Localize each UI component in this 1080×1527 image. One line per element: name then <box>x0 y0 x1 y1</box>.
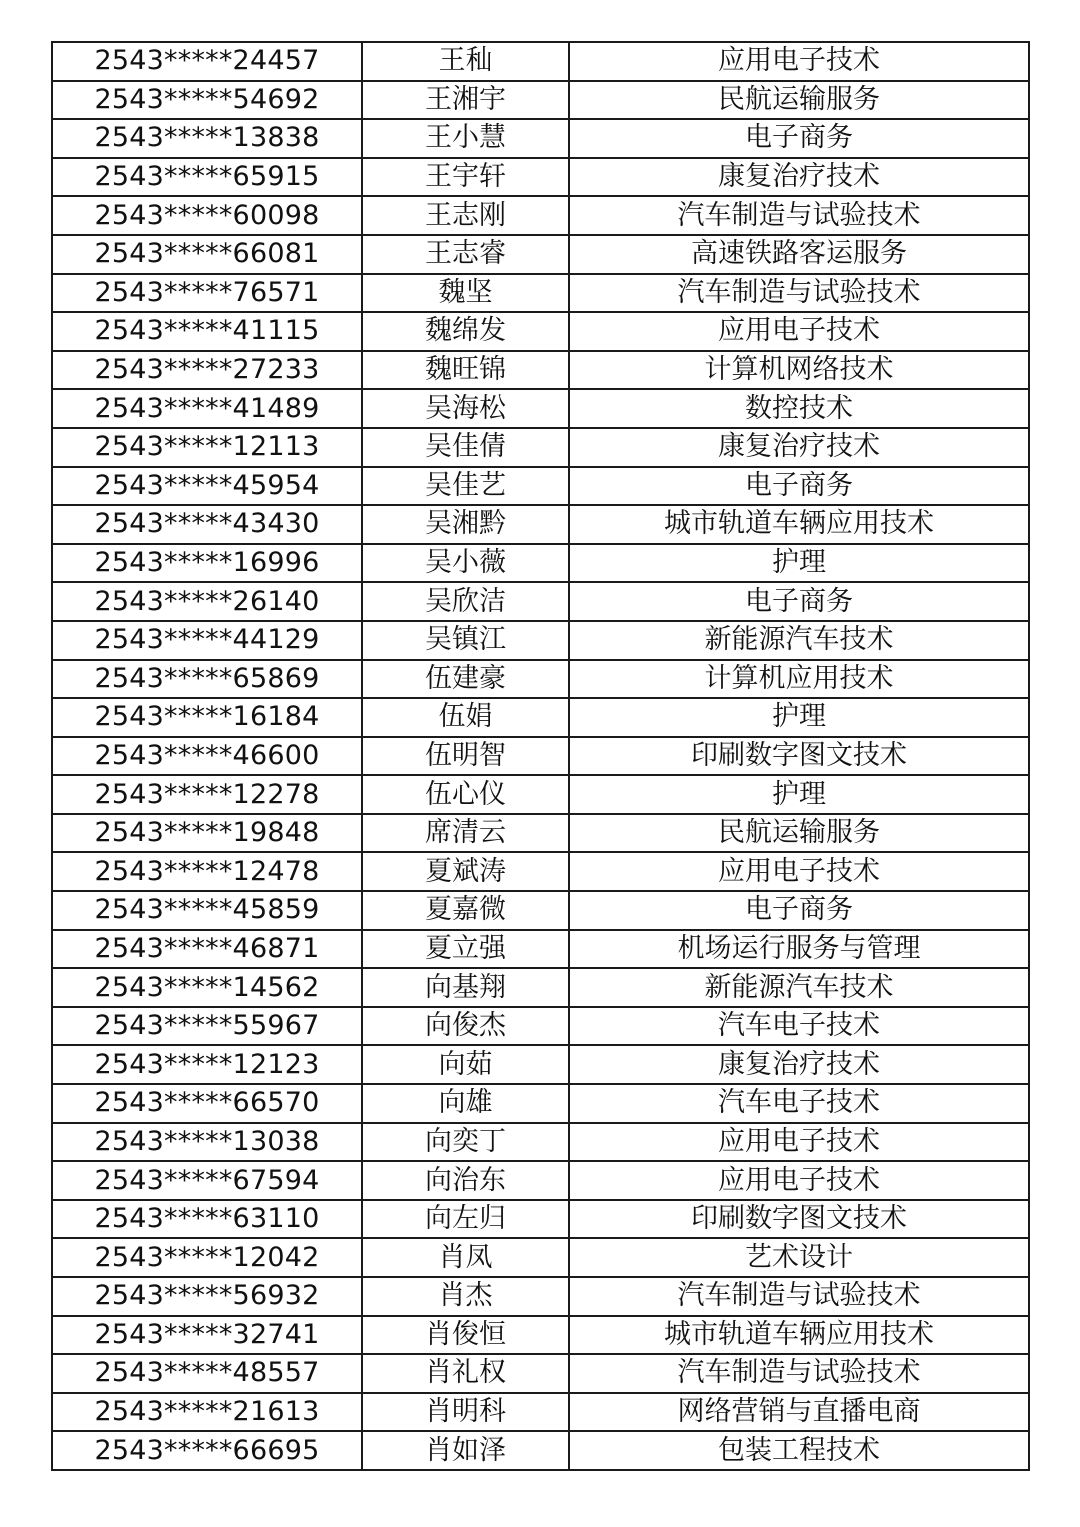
cell-candidate-number: 2543*****54692 <box>52 81 362 120</box>
cell-student-name: 王小慧 <box>362 119 569 158</box>
cell-student-name: 肖如泽 <box>362 1431 569 1470</box>
table-row <box>52 775 1029 814</box>
cell-major: 计算机应用技术 <box>569 660 1029 699</box>
cell-major: 包装工程技术 <box>569 1431 1029 1470</box>
cell-candidate-number: 2543*****16996 <box>52 544 362 583</box>
table-row <box>52 852 1029 891</box>
roster-table <box>51 41 1030 1471</box>
table-row <box>52 119 1029 158</box>
table-row <box>52 930 1029 969</box>
table-row <box>52 1354 1029 1393</box>
cell-student-name: 魏绵发 <box>362 312 569 351</box>
cell-student-name: 吴海松 <box>362 389 569 428</box>
cell-major: 印刷数字图文技术 <box>569 737 1029 776</box>
cell-candidate-number: 2543*****66695 <box>52 1431 362 1470</box>
cell-student-name: 肖俊恒 <box>362 1316 569 1355</box>
table-row <box>52 1277 1029 1316</box>
table-row <box>52 1007 1029 1046</box>
cell-student-name: 吴欣洁 <box>362 582 569 621</box>
cell-major: 汽车电子技术 <box>569 1007 1029 1046</box>
cell-major: 机场运行服务与管理 <box>569 930 1029 969</box>
cell-student-name: 吴佳倩 <box>362 428 569 467</box>
cell-candidate-number: 2543*****43430 <box>52 505 362 544</box>
table-row <box>52 968 1029 1007</box>
table-row <box>52 1393 1029 1432</box>
cell-candidate-number: 2543*****66081 <box>52 235 362 274</box>
cell-major: 艺术设计 <box>569 1238 1029 1277</box>
table-row <box>52 737 1029 776</box>
cell-candidate-number: 2543*****46871 <box>52 930 362 969</box>
cell-major: 高速铁路客运服务 <box>569 235 1029 274</box>
cell-major: 民航运输服务 <box>569 814 1029 853</box>
table-row <box>52 891 1029 930</box>
cell-candidate-number: 2543*****26140 <box>52 582 362 621</box>
cell-major: 民航运输服务 <box>569 81 1029 120</box>
cell-major: 电子商务 <box>569 467 1029 506</box>
table-row <box>52 389 1029 428</box>
cell-major: 汽车制造与试验技术 <box>569 1277 1029 1316</box>
cell-candidate-number: 2543*****16184 <box>52 698 362 737</box>
cell-candidate-number: 2543*****45859 <box>52 891 362 930</box>
cell-candidate-number: 2543*****44129 <box>52 621 362 660</box>
table-row <box>52 196 1029 235</box>
table-row <box>52 1123 1029 1162</box>
cell-candidate-number: 2543*****66570 <box>52 1084 362 1123</box>
cell-student-name: 吴镇江 <box>362 621 569 660</box>
cell-major: 汽车制造与试验技术 <box>569 1354 1029 1393</box>
table-row <box>52 582 1029 621</box>
cell-student-name: 吴佳艺 <box>362 467 569 506</box>
cell-major: 汽车制造与试验技术 <box>569 196 1029 235</box>
cell-candidate-number: 2543*****24457 <box>52 42 362 81</box>
table-row <box>52 1045 1029 1084</box>
cell-candidate-number: 2543*****67594 <box>52 1161 362 1200</box>
cell-candidate-number: 2543*****48557 <box>52 1354 362 1393</box>
table-row <box>52 1084 1029 1123</box>
table-row <box>52 1238 1029 1277</box>
cell-candidate-number: 2543*****32741 <box>52 1316 362 1355</box>
cell-candidate-number: 2543*****19848 <box>52 814 362 853</box>
cell-student-name: 魏坚 <box>362 274 569 313</box>
table-row <box>52 1200 1029 1239</box>
table-row <box>52 505 1029 544</box>
cell-candidate-number: 2543*****13838 <box>52 119 362 158</box>
cell-major: 印刷数字图文技术 <box>569 1200 1029 1239</box>
table-row <box>52 1431 1029 1470</box>
roster-table-body <box>52 42 1029 1470</box>
cell-student-name: 肖凤 <box>362 1238 569 1277</box>
table-row <box>52 1316 1029 1355</box>
cell-major: 应用电子技术 <box>569 852 1029 891</box>
cell-major: 护理 <box>569 775 1029 814</box>
cell-student-name: 吴湘黔 <box>362 505 569 544</box>
cell-student-name: 王志刚 <box>362 196 569 235</box>
table-row <box>52 544 1029 583</box>
cell-student-name: 伍娟 <box>362 698 569 737</box>
cell-candidate-number: 2543*****76571 <box>52 274 362 313</box>
cell-candidate-number: 2543*****12478 <box>52 852 362 891</box>
cell-student-name: 向茹 <box>362 1045 569 1084</box>
cell-candidate-number: 2543*****60098 <box>52 196 362 235</box>
cell-student-name: 夏斌涛 <box>362 852 569 891</box>
cell-candidate-number: 2543*****63110 <box>52 1200 362 1239</box>
cell-candidate-number: 2543*****46600 <box>52 737 362 776</box>
cell-student-name: 向基翔 <box>362 968 569 1007</box>
cell-major: 新能源汽车技术 <box>569 968 1029 1007</box>
cell-major: 电子商务 <box>569 891 1029 930</box>
cell-major: 城市轨道车辆应用技术 <box>569 1316 1029 1355</box>
table-row <box>52 351 1029 390</box>
table-row <box>52 81 1029 120</box>
cell-candidate-number: 2543*****65869 <box>52 660 362 699</box>
cell-major: 网络营销与直播电商 <box>569 1393 1029 1432</box>
cell-major: 康复治疗技术 <box>569 428 1029 467</box>
table-row <box>52 698 1029 737</box>
cell-candidate-number: 2543*****55967 <box>52 1007 362 1046</box>
cell-student-name: 席清云 <box>362 814 569 853</box>
cell-candidate-number: 2543*****45954 <box>52 467 362 506</box>
cell-student-name: 伍建豪 <box>362 660 569 699</box>
table-row <box>52 660 1029 699</box>
cell-major: 康复治疗技术 <box>569 158 1029 197</box>
cell-student-name: 吴小薇 <box>362 544 569 583</box>
cell-candidate-number: 2543*****56932 <box>52 1277 362 1316</box>
cell-student-name: 向俊杰 <box>362 1007 569 1046</box>
cell-candidate-number: 2543*****12042 <box>52 1238 362 1277</box>
cell-student-name: 王秈 <box>362 42 569 81</box>
cell-candidate-number: 2543*****65915 <box>52 158 362 197</box>
cell-candidate-number: 2543*****41489 <box>52 389 362 428</box>
cell-student-name: 肖礼权 <box>362 1354 569 1393</box>
cell-student-name: 向治东 <box>362 1161 569 1200</box>
cell-student-name: 伍心仪 <box>362 775 569 814</box>
cell-major: 数控技术 <box>569 389 1029 428</box>
cell-candidate-number: 2543*****13038 <box>52 1123 362 1162</box>
table-row <box>52 235 1029 274</box>
cell-major: 护理 <box>569 698 1029 737</box>
table-row <box>52 42 1029 81</box>
table-row <box>52 1161 1029 1200</box>
cell-candidate-number: 2543*****12113 <box>52 428 362 467</box>
cell-candidate-number: 2543*****27233 <box>52 351 362 390</box>
cell-major: 汽车电子技术 <box>569 1084 1029 1123</box>
cell-major: 汽车制造与试验技术 <box>569 274 1029 313</box>
table-row <box>52 312 1029 351</box>
roster-sheet <box>51 41 1028 1469</box>
cell-candidate-number: 2543*****41115 <box>52 312 362 351</box>
cell-student-name: 王湘宇 <box>362 81 569 120</box>
cell-major: 应用电子技术 <box>569 1123 1029 1162</box>
cell-major: 康复治疗技术 <box>569 1045 1029 1084</box>
cell-student-name: 魏旺锦 <box>362 351 569 390</box>
table-row <box>52 621 1029 660</box>
cell-major: 护理 <box>569 544 1029 583</box>
cell-student-name: 向左归 <box>362 1200 569 1239</box>
cell-student-name: 夏嘉微 <box>362 891 569 930</box>
cell-candidate-number: 2543*****21613 <box>52 1393 362 1432</box>
cell-student-name: 夏立强 <box>362 930 569 969</box>
cell-major: 电子商务 <box>569 119 1029 158</box>
cell-student-name: 王宇轩 <box>362 158 569 197</box>
table-row <box>52 814 1029 853</box>
cell-student-name: 肖明科 <box>362 1393 569 1432</box>
cell-student-name: 伍明智 <box>362 737 569 776</box>
table-row <box>52 428 1029 467</box>
table-row <box>52 467 1029 506</box>
table-row <box>52 158 1029 197</box>
cell-candidate-number: 2543*****12278 <box>52 775 362 814</box>
cell-student-name: 向奕丁 <box>362 1123 569 1162</box>
cell-major: 计算机网络技术 <box>569 351 1029 390</box>
cell-major: 电子商务 <box>569 582 1029 621</box>
table-row <box>52 274 1029 313</box>
cell-major: 应用电子技术 <box>569 42 1029 81</box>
cell-student-name: 肖杰 <box>362 1277 569 1316</box>
cell-student-name: 向雄 <box>362 1084 569 1123</box>
cell-major: 应用电子技术 <box>569 312 1029 351</box>
cell-major: 应用电子技术 <box>569 1161 1029 1200</box>
cell-major: 城市轨道车辆应用技术 <box>569 505 1029 544</box>
cell-student-name: 王志睿 <box>362 235 569 274</box>
cell-major: 新能源汽车技术 <box>569 621 1029 660</box>
cell-candidate-number: 2543*****12123 <box>52 1045 362 1084</box>
cell-candidate-number: 2543*****14562 <box>52 968 362 1007</box>
